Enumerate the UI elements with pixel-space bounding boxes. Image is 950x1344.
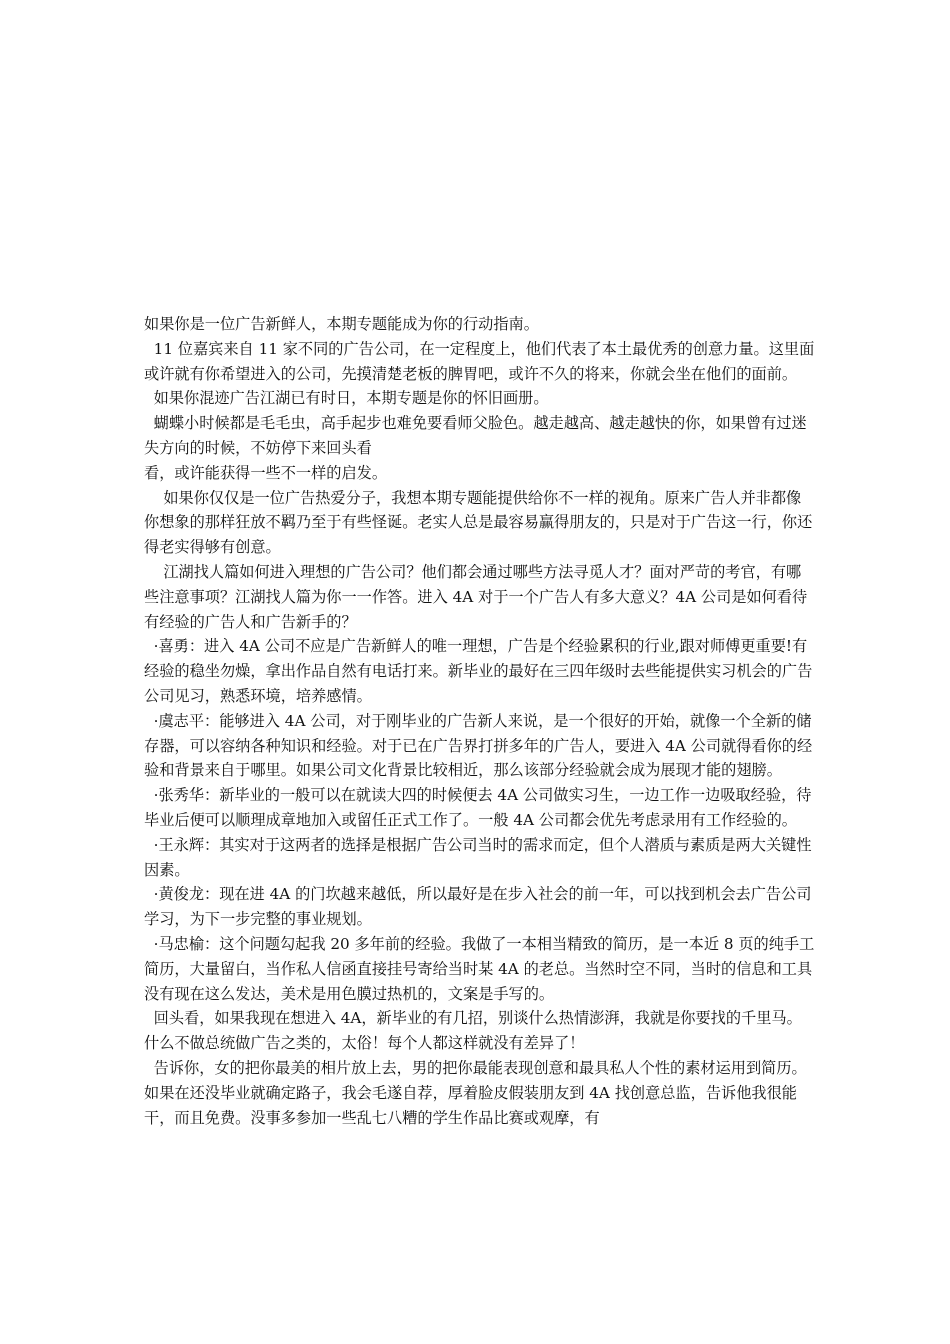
document-body	[144, 312, 816, 1130]
quote-ma-zhongyu: ·马忠榆：这个问题勾起我 20 多年前的经验。我做了一本相当精致的简历，是一本近 8 页的纯手工简历，大量留白，当作私人信函直接挂号寄给当时某 4A 的老总。当然时空不同，当时的信息和工具没有现在这么发达，美术是用色膜过热机的，文案是手写的。	[144, 934, 815, 1003]
quote-zhang-xiuhua: ·张秀华：新毕业的一般可以在就读大四的时候便去 4A 公司做实习生，一边工作一边吸取经验，待毕业后便可以顺理成章地加入或留任正式工作了。一般 4A 公司都会优先考虑录用有工作经验的。	[144, 786, 812, 829]
veteran-paragraph: 如果你混迹广告江湖已有时日，本期专题是你的怀旧画册。	[144, 389, 549, 408]
enthusiast-paragraph: 如果你仅仅是一位广告热爱分子，我想本期专题能提供给你不一样的视角。原来广告人并非都像你想象的那样狂放不羁乃至于有些怪诞。老实人总是最容易赢得朋友的，只是对于广告这一行，你还得老实得够有创意。	[144, 488, 813, 557]
looking-back-paragraph: 回头看，如果我现在想进入 4A，新毕业的有几招，别谈什么热情澎湃，我就是你要找的千里马。什么不做总统做广告之类的，太俗！每个人都这样就没有差异了！	[144, 1009, 802, 1053]
quote-xiyong: ·喜勇：进入 4A 公司不应是广告新鲜人的唯一理想，广告是个经验累积的行业,跟对师傅更重要!有经验的稳坐勿燥，拿出作品自然有电话打来。新毕业的最好在三四年级时去些能提供实习机会的广告公司见习，熟悉环境，培养感情。	[144, 637, 813, 705]
butterfly-paragraph: 蝴蝶小时候都是毛毛虫，高手起步也难免要看师父脸色。越走越高、越走越快的你，如果曾有过迷失方向的时候，不妨停下来回头看	[144, 414, 807, 457]
guests-paragraph: 11 位嘉宾来自 11 家不同的广告公司，在一定程度上，他们代表了本土最优秀的创意力量。这里面或许就有你希望进入的公司，先摸清楚老板的脾胃吧，或许不久的将来，你就会坐在他们的面前。	[144, 339, 815, 383]
quote-yu-zhiping: ·虞志平：能够进入 4A 公司，对于刚毕业的广告新人来说，是一个很好的开始，就像一个全新的储存器，可以容纳各种知识和经验。对于已在广告界打拼多年的广告人，要进入 4A 公司就得看你的经验和背景来自于哪里。如果公司文化背景比较相近，那么该部分经验就会成为展现才能的翅膀。	[144, 711, 813, 780]
advice-paragraph: 告诉你，女的把你最美的相片放上去，男的把你最能表现创意和最具私人个性的素材运用到简历。如果在还没毕业就确定路子，我会毛遂自荐，厚着脸皮假装朋友到 4A 找创意总监，告诉他我很能干，而且免费。没事多参加一些乱七八糟的学生作品比赛或观摩，有	[144, 1058, 807, 1127]
jianghu-intro-paragraph: 江湖找人篇如何进入理想的广告公司？他们都会通过哪些方法寻觅人才？面对严苛的考官，有哪些注意事项？江湖找人篇为你一一作答。进入 4A 对于一个广告人有多大意义？4A 公司是如何看待有经验的广告人和广告新手的？	[144, 562, 808, 631]
quote-huang-junlong: ·黄俊龙：现在进 4A 的门坎越来越低，所以最好是在步入社会的前一年，可以找到机会去广告公司学习，为下一步完整的事业规划。	[144, 885, 812, 929]
butterfly-continuation: 看，或许能获得一些不一样的启发。	[144, 463, 387, 482]
quote-wang-yonghui: ·王永辉：其实对于这两者的选择是根据广告公司当时的需求而定，但个人潜质与素质是两大关键性因素。	[144, 835, 812, 879]
intro-newcomer-paragraph: 如果你是一位广告新鲜人，本期专题能成为你的行动指南。	[144, 315, 539, 333]
